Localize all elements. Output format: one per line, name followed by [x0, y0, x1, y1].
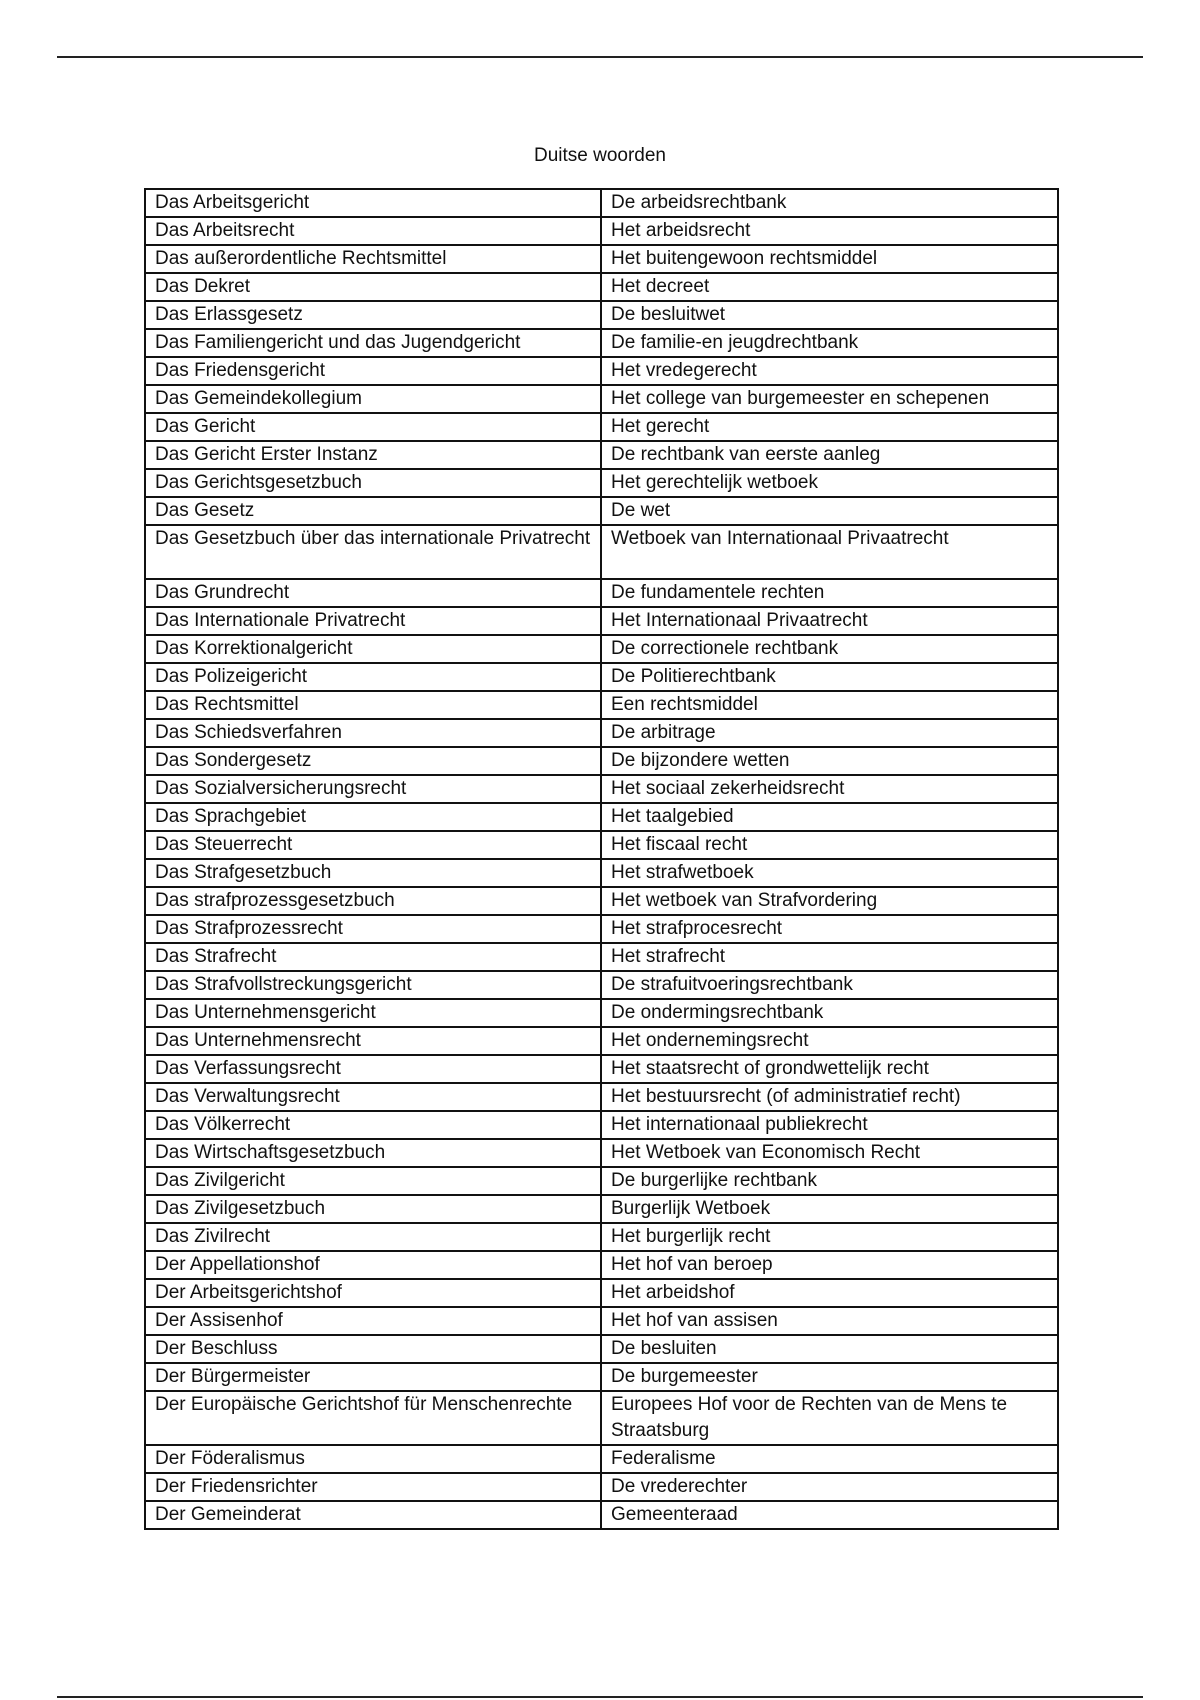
footer-rule: [57, 1696, 1143, 1698]
dutch-term-cell: Een rechtsmiddel: [601, 691, 1058, 719]
dutch-term-cell: Het taalgebied: [601, 803, 1058, 831]
german-term-cell: Das Internationale Privatrecht: [145, 607, 601, 635]
dutch-term-cell: De bijzondere wetten: [601, 747, 1058, 775]
german-term-cell: Das Strafprozessrecht: [145, 915, 601, 943]
german-term-cell: Der Föderalismus: [145, 1445, 601, 1473]
german-term-cell: Das Völkerrecht: [145, 1111, 601, 1139]
dutch-term-cell: Het strafrecht: [601, 943, 1058, 971]
dutch-term-cell: Het wetboek van Strafvordering: [601, 887, 1058, 915]
dutch-term-cell: De besluitwet: [601, 301, 1058, 329]
german-term-cell: Das Unternehmensgericht: [145, 999, 601, 1027]
table-row: [145, 385, 1058, 413]
german-term-cell: Das Strafgesetzbuch: [145, 859, 601, 887]
table-row: [145, 1027, 1058, 1055]
dutch-term-cell: Het bestuursrecht (of administratief recht): [601, 1083, 1058, 1111]
table-row: [145, 217, 1058, 245]
german-term-cell: Der Europäische Gerichtshof für Menschenrechte: [145, 1391, 601, 1445]
table-row: [145, 1335, 1058, 1363]
document-title: Duitse woorden: [533, 145, 667, 166]
table-row: [145, 1391, 1058, 1445]
german-term-cell: Das Verwaltungsrecht: [145, 1083, 601, 1111]
german-term-cell: Das Arbeitsgericht: [145, 189, 601, 217]
dutch-term-cell: De strafuitvoeringsrechtbank: [601, 971, 1058, 999]
table-row: [145, 441, 1058, 469]
vocabulary-table: [144, 188, 1059, 1530]
table-row: [145, 1111, 1058, 1139]
dutch-term-cell: De Politierechtbank: [601, 663, 1058, 691]
dutch-term-cell: Het strafwetboek: [601, 859, 1058, 887]
dutch-term-cell: Het buitengewoon rechtsmiddel: [601, 245, 1058, 273]
dutch-term-cell: Het burgerlijk recht: [601, 1223, 1058, 1251]
table-row: [145, 189, 1058, 217]
table-row: [145, 1195, 1058, 1223]
dutch-term-cell: Het hof van assisen: [601, 1307, 1058, 1335]
table-row: [145, 525, 1058, 579]
german-term-cell: Das Zivilgericht: [145, 1167, 601, 1195]
german-term-cell: Das Zivilgesetzbuch: [145, 1195, 601, 1223]
dutch-term-cell: Het internationaal publiekrecht: [601, 1111, 1058, 1139]
dutch-term-cell: Het gerechtelijk wetboek: [601, 469, 1058, 497]
table-row: [145, 301, 1058, 329]
dutch-term-cell: Het Wetboek van Economisch Recht: [601, 1139, 1058, 1167]
table-row: [145, 943, 1058, 971]
table-row: [145, 245, 1058, 273]
german-term-cell: Das Sondergesetz: [145, 747, 601, 775]
table-row: [145, 691, 1058, 719]
table-row: [145, 831, 1058, 859]
dutch-term-cell: Europees Hof voor de Rechten van de Mens te Straatsburg: [601, 1391, 1058, 1445]
german-term-cell: Das Polizeigericht: [145, 663, 601, 691]
table-row: [145, 859, 1058, 887]
german-term-cell: Das Gesetzbuch über das internationale Privatrecht: [145, 525, 601, 579]
german-term-cell: Das Strafvollstreckungsgericht: [145, 971, 601, 999]
table-row: [145, 887, 1058, 915]
table-row: [145, 1167, 1058, 1195]
dutch-term-cell: Het staatsrecht of grondwettelijk recht: [601, 1055, 1058, 1083]
german-term-cell: Das Arbeitsrecht: [145, 217, 601, 245]
german-term-cell: Das Gesetz: [145, 497, 601, 525]
table-row: [145, 915, 1058, 943]
german-term-cell: Das Erlassgesetz: [145, 301, 601, 329]
dutch-term-cell: Het hof van beroep: [601, 1251, 1058, 1279]
table-row: [145, 329, 1058, 357]
german-term-cell: Das Schiedsverfahren: [145, 719, 601, 747]
table-row: [145, 607, 1058, 635]
dutch-term-cell: Het sociaal zekerheidsrecht: [601, 775, 1058, 803]
dutch-term-cell: Het college van burgemeester en schepenen: [601, 385, 1058, 413]
dutch-term-cell: Wetboek van Internationaal Privaatrecht: [601, 525, 1058, 579]
dutch-term-cell: De burgemeester: [601, 1363, 1058, 1391]
german-term-cell: Das Gemeindekollegium: [145, 385, 601, 413]
german-term-cell: Der Bürgermeister: [145, 1363, 601, 1391]
table-row: [145, 719, 1058, 747]
table-row: [145, 273, 1058, 301]
dutch-term-cell: De burgerlijke rechtbank: [601, 1167, 1058, 1195]
german-term-cell: Der Appellationshof: [145, 1251, 601, 1279]
table-row: [145, 1501, 1058, 1529]
dutch-term-cell: De rechtbank van eerste aanleg: [601, 441, 1058, 469]
dutch-term-cell: De familie-en jeugdrechtbank: [601, 329, 1058, 357]
dutch-term-cell: De arbitrage: [601, 719, 1058, 747]
dutch-term-cell: De vrederechter: [601, 1473, 1058, 1501]
german-term-cell: Das Unternehmensrecht: [145, 1027, 601, 1055]
german-term-cell: Das Grundrecht: [145, 579, 601, 607]
table-row: [145, 1223, 1058, 1251]
table-row: [145, 803, 1058, 831]
dutch-term-cell: Het ondernemingsrecht: [601, 1027, 1058, 1055]
german-term-cell: Das Gericht Erster Instanz: [145, 441, 601, 469]
german-term-cell: Das Dekret: [145, 273, 601, 301]
dutch-term-cell: Gemeenteraad: [601, 1501, 1058, 1529]
german-term-cell: Das Verfassungsrecht: [145, 1055, 601, 1083]
table-row: [145, 469, 1058, 497]
table-row: [145, 413, 1058, 441]
german-term-cell: Der Friedensrichter: [145, 1473, 601, 1501]
german-term-cell: Das Familiengericht und das Jugendgericht: [145, 329, 601, 357]
table-row: [145, 497, 1058, 525]
table-row: [145, 775, 1058, 803]
table-row: [145, 1139, 1058, 1167]
dutch-term-cell: Het Internationaal Privaatrecht: [601, 607, 1058, 635]
german-term-cell: Das Gerichtsgesetzbuch: [145, 469, 601, 497]
table-row: [145, 357, 1058, 385]
german-term-cell: Das Korrektionalgericht: [145, 635, 601, 663]
table-row: [145, 747, 1058, 775]
dutch-term-cell: Het strafprocesrecht: [601, 915, 1058, 943]
dutch-term-cell: Federalisme: [601, 1445, 1058, 1473]
table-row: [145, 1083, 1058, 1111]
german-term-cell: Der Gemeinderat: [145, 1501, 601, 1529]
german-term-cell: Das außerordentliche Rechtsmittel: [145, 245, 601, 273]
german-term-cell: Das Wirtschaftsgesetzbuch: [145, 1139, 601, 1167]
vocabulary-table-body: [145, 189, 1058, 1529]
table-row: [145, 663, 1058, 691]
table-row: [145, 1363, 1058, 1391]
dutch-term-cell: Het arbeidshof: [601, 1279, 1058, 1307]
german-term-cell: Der Beschluss: [145, 1335, 601, 1363]
dutch-term-cell: Burgerlijk Wetboek: [601, 1195, 1058, 1223]
table-row: [145, 971, 1058, 999]
dutch-term-cell: De wet: [601, 497, 1058, 525]
dutch-term-cell: De arbeidsrechtbank: [601, 189, 1058, 217]
german-term-cell: Der Assisenhof: [145, 1307, 601, 1335]
german-term-cell: Das Rechtsmittel: [145, 691, 601, 719]
german-term-cell: Das Steuerrecht: [145, 831, 601, 859]
table-row: [145, 1251, 1058, 1279]
table-row: [145, 1473, 1058, 1501]
german-term-cell: Das strafprozessgesetzbuch: [145, 887, 601, 915]
dutch-term-cell: Het arbeidsrecht: [601, 217, 1058, 245]
german-term-cell: Das Friedensgericht: [145, 357, 601, 385]
dutch-term-cell: Het vredegerecht: [601, 357, 1058, 385]
table-row: [145, 1279, 1058, 1307]
table-row: [145, 1307, 1058, 1335]
german-term-cell: Das Sozialversicherungsrecht: [145, 775, 601, 803]
table-row: [145, 1055, 1058, 1083]
dutch-term-cell: Het decreet: [601, 273, 1058, 301]
german-term-cell: Das Sprachgebiet: [145, 803, 601, 831]
dutch-term-cell: De ondermingsrechtbank: [601, 999, 1058, 1027]
table-row: [145, 999, 1058, 1027]
german-term-cell: Der Arbeitsgerichtshof: [145, 1279, 601, 1307]
dutch-term-cell: De correctionele rechtbank: [601, 635, 1058, 663]
german-term-cell: Das Gericht: [145, 413, 601, 441]
german-term-cell: Das Strafrecht: [145, 943, 601, 971]
dutch-term-cell: Het gerecht: [601, 413, 1058, 441]
table-row: [145, 635, 1058, 663]
dutch-term-cell: Het fiscaal recht: [601, 831, 1058, 859]
header-rule: [57, 56, 1143, 58]
table-row: [145, 1445, 1058, 1473]
table-row: [145, 579, 1058, 607]
german-term-cell: Das Zivilrecht: [145, 1223, 601, 1251]
dutch-term-cell: De besluiten: [601, 1335, 1058, 1363]
dutch-term-cell: De fundamentele rechten: [601, 579, 1058, 607]
